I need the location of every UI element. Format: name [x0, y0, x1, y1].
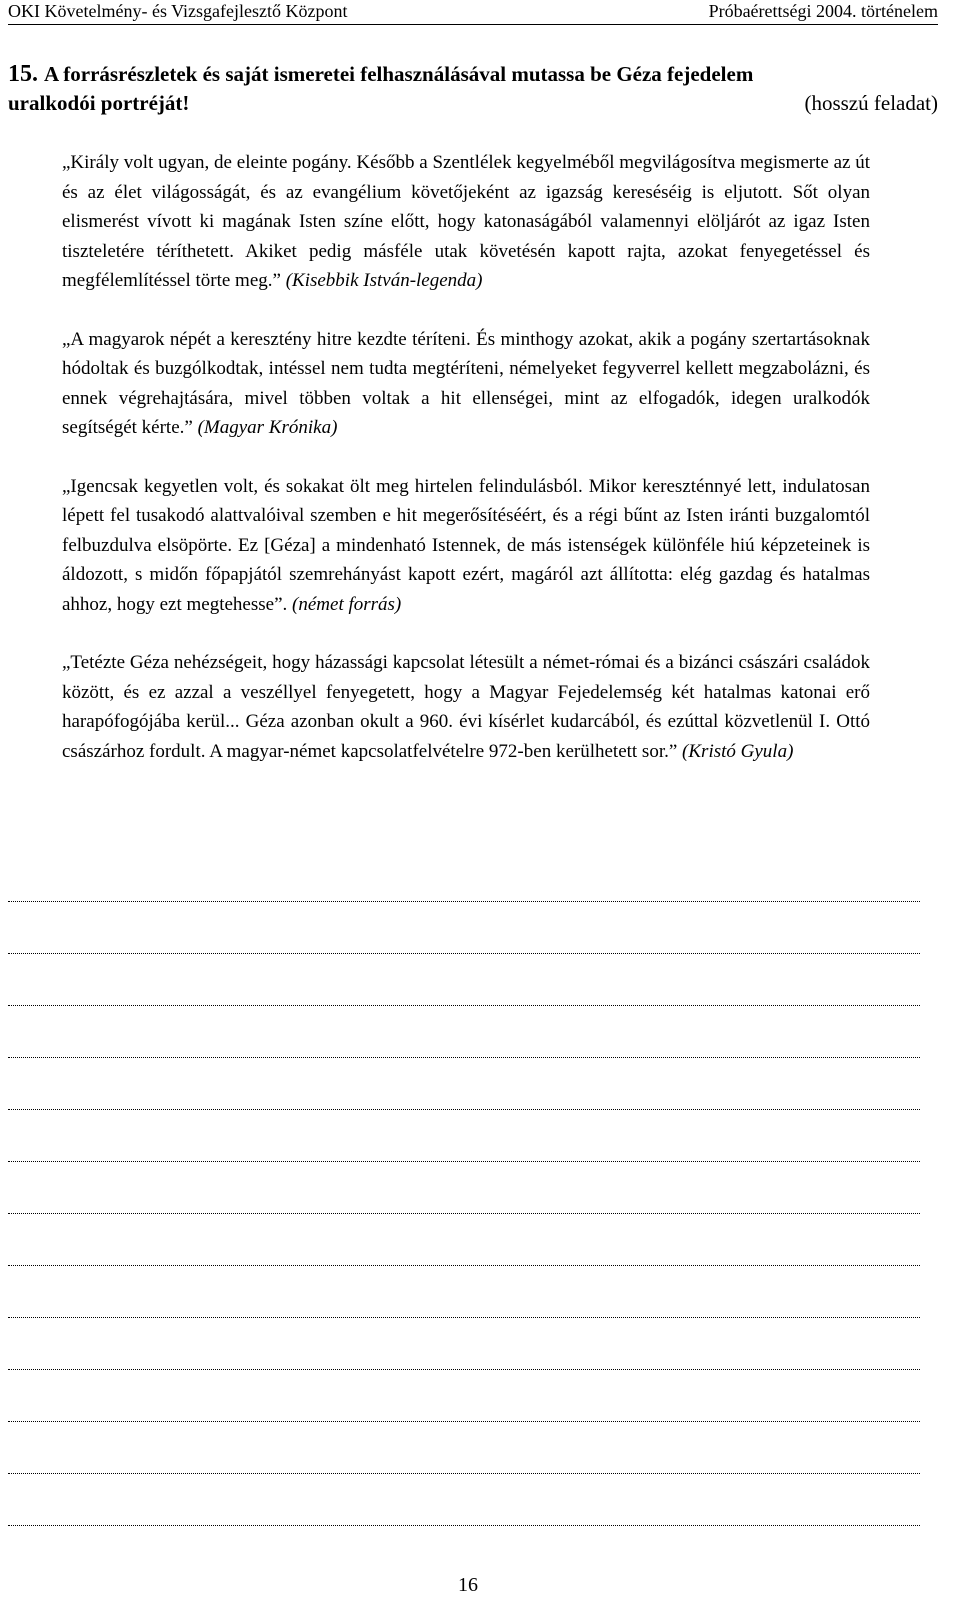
header-institution: OKI Követelmény- és Vizsgafejlesztő Központ [8, 1, 348, 21]
answer-line[interactable] [8, 1214, 920, 1266]
answer-line[interactable] [8, 1318, 920, 1370]
source-text: „Király volt ugyan, de eleinte pogány. Később a Szentlélek kegyelméből megvilágosítva megismerte az út és az élet világosságát, és az evangélium követőjeként az igazság kereséséig is eljutott. Sőt olyan elismerést vívott ki magának Isten színe előtt, hogy katonaságából valamennyi elöljárót az igaz Isten tiszteletére téríthetett. Akiket pedig másféle utak követésén kapott rajta, azokat fenyegetéssel és megfélemlítéssel törte meg.” [62, 152, 870, 291]
source-attribution: (Kristó Gyula) [682, 740, 794, 762]
answer-line[interactable] [8, 1058, 920, 1110]
task-prompt-line2 [8, 89, 938, 118]
source-excerpt [62, 472, 870, 620]
answer-line[interactable] [8, 890, 920, 902]
source-text: „Igencsak kegyetlen volt, és sokakat ölt meg hirtelen felindulásból. Mikor kereszténnyé lett, indulatosan lépett fel tusakodó alattvalóival szemben e hit megerősítéséért, és a régi bűnt az Isten iránti buzgalomtól felbuzdulva elsöpörte. Ez [Géza] a mindenható Istennek, de más istenségek különféle hiú képzeteinek is áldozott, s midőn főpapjától szemrehányást kapott ezért, magáról azt állította: elég gazdag és hatalmas ahhoz, hogy ezt megtehesse”. [62, 475, 870, 615]
source-excerpt [62, 148, 870, 296]
page-header [8, 0, 938, 25]
answer-line[interactable] [8, 1422, 920, 1474]
source-excerpts [62, 148, 870, 766]
task-prompt-text: A forrásrészletek és saját ismeretei felhasználásával mutassa be Géza fejedelem [44, 62, 754, 86]
task-heading [8, 60, 938, 118]
source-excerpt [62, 648, 870, 766]
task-prompt-continuation: uralkodói portréját! [8, 91, 190, 115]
answer-line[interactable] [8, 1370, 920, 1422]
answer-line[interactable] [8, 1266, 920, 1318]
source-attribution: (Magyar Krónika) [197, 417, 338, 438]
answer-line[interactable] [8, 1110, 920, 1162]
header-exam-title: Próbaérettségi 2004. történelem [708, 1, 938, 21]
answer-line[interactable] [8, 1162, 920, 1214]
source-text: „Tetézte Géza nehézségeit, hogy házassági kapcsolat létesült a német-római és a bizánci császári családok között, és ez azzal a veszéllyel fenyegetett, hogy a Magyar Fejedelemség két hatalmas katonai erő harapófogójába kerül... Géza azonban okult a 960. évi kísérlet kudarcából, és ezúttal közvetlenül I. Ottó császárhoz fordult. A magyar-német kapcsolatfelvételre 972-ben kerülhetett sor.” [62, 652, 870, 762]
answer-line[interactable] [8, 902, 920, 954]
answer-line[interactable] [8, 1474, 920, 1526]
source-attribution: (Kisebbik István-legenda) [285, 270, 483, 291]
answer-area[interactable] [8, 890, 920, 1526]
task-number: 15. [8, 61, 38, 87]
task-prompt-line1 [8, 60, 938, 89]
answer-line[interactable] [8, 1006, 920, 1058]
source-attribution: (német forrás) [292, 593, 402, 615]
answer-line[interactable] [8, 954, 920, 1006]
source-excerpt [62, 325, 870, 443]
source-text: „A magyarok népét a keresztény hitre kezdte téríteni. És minthogy azokat, akik a pogány szertartásoknak hódoltak és buzgólkodtak, intéssel nem tudta megtéríteni, némelyeket fegyverrel kellett megzabolázni, és ennek végrehajtására, mivel többen voltak a hit ellenségei, mint az elfogadók, idegen uralkodók segítségét kérte.” [62, 328, 870, 438]
page-number: 16 [458, 1574, 478, 1596]
task-type-label: (hosszú feladat) [804, 91, 938, 115]
